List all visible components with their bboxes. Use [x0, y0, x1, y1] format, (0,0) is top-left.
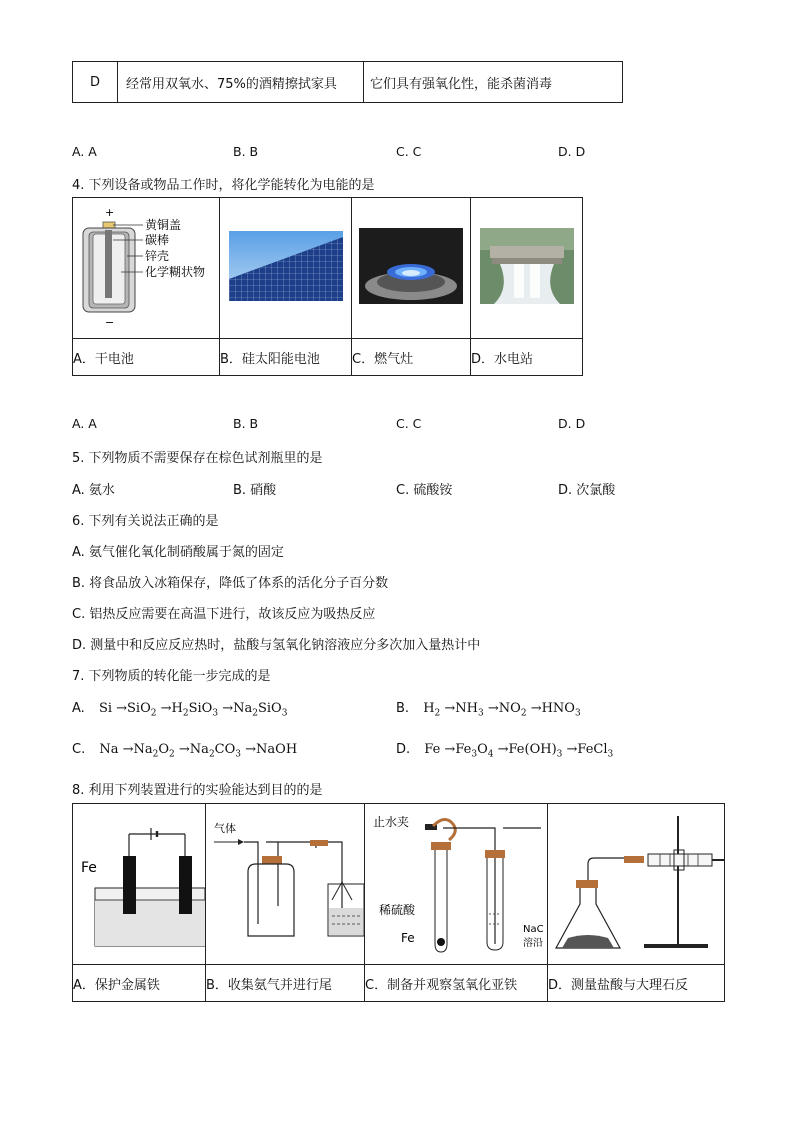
q7-option-a[interactable]	[72, 701, 287, 719]
dry-cell-diagram	[73, 198, 219, 334]
q5-option-b[interactable]: B. 硝酸	[233, 483, 277, 498]
q4-cell-battery	[73, 198, 220, 339]
q8-cell-d	[548, 804, 725, 965]
clamp-label: 止水夹	[373, 815, 410, 829]
q7-label-b: B.	[396, 701, 410, 716]
q4-figure-table	[72, 197, 583, 376]
q7-formula-d: $Fe \to Fe_3O_4 \to Fe(OH)_3$ →FeCl$_3$	[424, 742, 614, 760]
q8-caption-d: D．测量盐酸与大理石反	[548, 965, 725, 1002]
q5-option-a[interactable]: A. 氨水	[72, 483, 115, 498]
label-paste: 化学糊状物	[145, 265, 206, 279]
top-table-action: 经常用双氧水、75%的酒精擦拭家具	[118, 62, 364, 103]
q4-answer-a[interactable]: A. A	[72, 416, 97, 431]
q8-cell-c	[365, 804, 548, 965]
q3-answer-b[interactable]: B. B	[233, 144, 259, 159]
q6-option-b[interactable]: B. 将食品放入冰箱保存，降低了体系的活化分子百分数	[72, 576, 389, 591]
gas-label: 气体	[214, 822, 236, 835]
q5-stem: 5. 下列物质不需要保存在棕色试剂瓶里的是	[72, 451, 323, 466]
solar-panel-photo	[229, 231, 343, 301]
q7-stem: 7. 下列物质的转化能一步完成的是	[72, 669, 271, 684]
label-zinc-shell: 锌壳	[145, 249, 170, 263]
fe-label-2: Fe	[401, 931, 415, 945]
q4-cell-hydro	[471, 198, 583, 339]
q4-answer-b[interactable]: B. B	[233, 416, 259, 431]
top-table-letter: D	[73, 62, 118, 103]
q7-label-c: C.	[72, 742, 86, 757]
q4-caption-a: A．干电池	[73, 339, 220, 376]
q7-formula-b: $H_2 \to NH_3 \to NO_2 \to HNO_3$	[423, 701, 581, 719]
ferrous-hydroxide-apparatus	[365, 804, 547, 960]
label-carbon-rod: 碳棒	[145, 233, 170, 247]
q6-stem: 6. 下列有关说法正确的是	[72, 514, 219, 529]
naoh-label-2: 溶沿	[523, 938, 543, 949]
q4-stem: 4. 下列设备或物品工作时，将化学能转化为电能的是	[72, 178, 375, 193]
q4-caption-c: C．燃气灶	[352, 339, 471, 376]
q7-option-c[interactable]	[72, 742, 297, 760]
battery-minus: −	[105, 316, 115, 329]
q8-cell-a	[73, 804, 206, 965]
q5-option-d[interactable]: D. 次氯酸	[558, 483, 616, 498]
q6-option-a[interactable]: A. 氨气催化氧化制硝酸属于氮的固定	[72, 545, 284, 560]
q6-option-c[interactable]: C. 铝热反应需要在高温下进行，故该反应为吸热反应	[72, 607, 376, 622]
q7-formula-c: $Na \to Na_2O_2 \to Na_2CO_3$ →NaOH	[99, 742, 298, 760]
q8-cell-b	[206, 804, 365, 965]
q3-answer-d[interactable]: D. D	[558, 144, 586, 159]
q3-answer-a[interactable]: A. A	[72, 144, 97, 159]
q7-formula-a: $Si \to SiO_2 \to H_2SiO_3 \to Na_2SiO_3$	[98, 701, 288, 719]
q4-cell-solar	[220, 198, 352, 339]
q4-answer-d[interactable]: D. D	[558, 416, 586, 431]
q7-label-a: A.	[72, 701, 85, 716]
q8-caption-c: C．制备并观察氢氧化亚铁	[365, 965, 548, 1002]
q3-answer-c[interactable]: C. C	[396, 144, 422, 159]
q8-stem: 8. 利用下列装置进行的实验能达到目的的是	[72, 783, 323, 798]
q4-cell-stove	[352, 198, 471, 339]
gas-collection-apparatus	[206, 804, 364, 960]
q8-caption-a: A．保护金属铁	[73, 965, 206, 1002]
q8-figure-table	[72, 803, 725, 1002]
q8-caption-b: B．收集氨气并进行尾	[206, 965, 365, 1002]
q7-option-b[interactable]	[396, 701, 581, 719]
q6-option-d[interactable]: D. 测量中和反应反应热时，盐酸与氢氧化钠溶液应分多次加入量热计中	[72, 638, 481, 653]
top-table-reason: 它们具有强氧化性，能杀菌消毒	[364, 62, 623, 103]
fe-label: Fe	[81, 860, 97, 876]
naoh-label-1: NaC	[523, 924, 544, 935]
q5-option-c[interactable]: C. 硫酸铵	[396, 483, 453, 498]
acid-label: 稀硫酸	[379, 903, 416, 917]
gas-syringe-apparatus	[548, 804, 724, 960]
q7-label-d: D.	[396, 742, 411, 757]
hydropower-photo	[480, 228, 574, 304]
electrolysis-apparatus	[73, 804, 205, 960]
q7-option-d[interactable]	[396, 742, 613, 760]
battery-plus: +	[105, 206, 115, 219]
label-brass-cap: 黄铜盖	[145, 218, 182, 232]
q4-caption-b: B．硅太阳能电池	[220, 339, 352, 376]
gas-stove-photo	[359, 228, 463, 304]
q4-answer-c[interactable]: C. C	[396, 416, 422, 431]
q4-caption-d: D．水电站	[471, 339, 583, 376]
top-table	[72, 61, 623, 103]
